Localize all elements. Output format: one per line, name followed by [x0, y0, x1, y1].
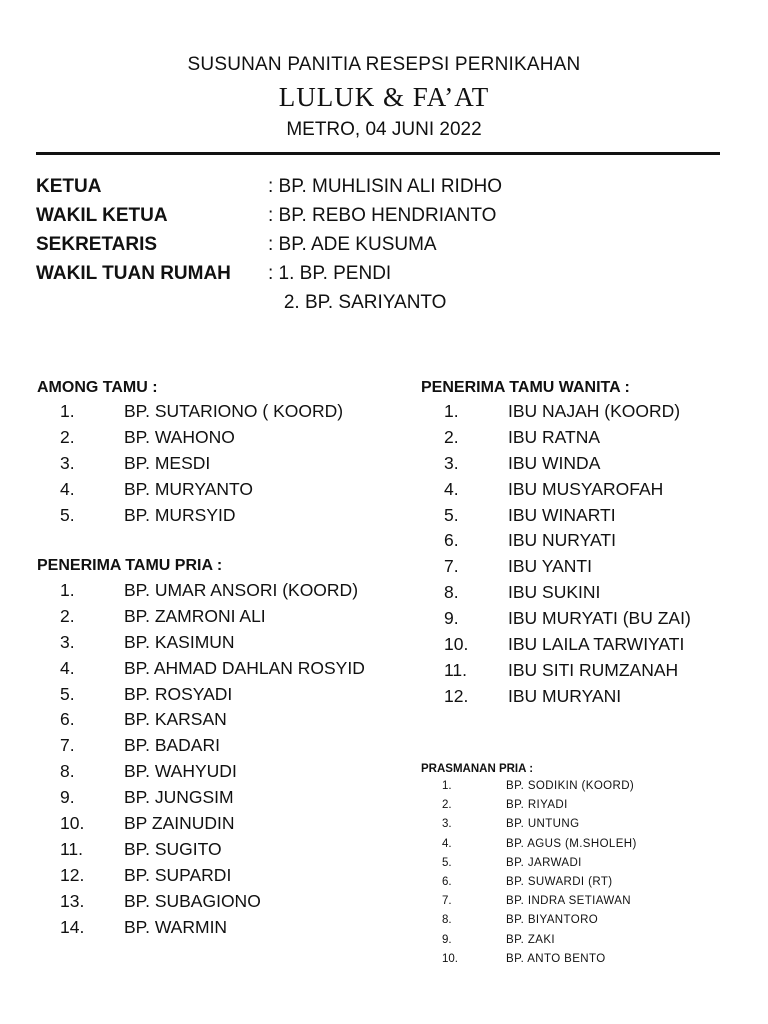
item-name: BP. SUPARDI — [124, 864, 232, 885]
among-tamu-title: AMONG TAMU : — [37, 379, 158, 396]
item-number: 12. — [60, 864, 85, 885]
header-divider — [36, 152, 720, 155]
item-number: 8. — [444, 582, 459, 603]
document-heading: SUSUNAN PANITIA RESEPSI PERNIKAHAN — [187, 54, 581, 75]
item-number: 2. — [442, 799, 452, 812]
item-name: BP. BIYANTORO — [506, 914, 599, 927]
item-number: 3. — [442, 818, 452, 831]
item-name: BP. SUGITO — [124, 838, 222, 859]
item-number: 7. — [444, 556, 459, 577]
item-name: BP. ANTO BENTO — [506, 952, 606, 965]
item-name: BP. ZAKI — [506, 933, 556, 946]
item-name: BP. WAHYUDI — [124, 761, 237, 782]
officer-role: SEKRETARIS — [36, 234, 158, 255]
item-number: 13. — [60, 890, 85, 911]
item-name: BP. ZAMRONI ALI — [124, 605, 266, 626]
item-number: 7. — [442, 895, 452, 908]
item-number: 4. — [442, 837, 452, 850]
item-number: 9. — [60, 787, 75, 808]
item-number: 10. — [444, 634, 469, 655]
item-number: 7. — [60, 735, 75, 756]
item-number: 1. — [60, 580, 75, 600]
item-number: 5. — [60, 683, 75, 704]
item-number: 2. — [444, 426, 459, 447]
officer-row — [36, 205, 736, 234]
item-number: 12. — [444, 685, 469, 706]
officers-list — [36, 176, 736, 321]
officer-role: WAKIL TUAN RUMAH — [36, 263, 231, 284]
officer-row — [36, 292, 736, 321]
item-number: 8. — [442, 914, 452, 927]
officer-role: WAKIL KETUA — [36, 205, 168, 226]
item-number: 5. — [444, 504, 459, 525]
item-name: BP. MURSYID — [124, 504, 236, 525]
item-name: IBU SITI RUMZANAH — [508, 659, 679, 680]
item-number: 9. — [444, 608, 459, 629]
item-number: 14. — [60, 916, 85, 937]
item-name: BP. KASIMUN — [124, 631, 235, 652]
item-number: 1. — [442, 780, 452, 792]
officer-role: KETUA — [36, 176, 102, 197]
item-number: 9. — [442, 933, 452, 946]
item-name: IBU NURYATI — [508, 530, 616, 551]
officer-row — [36, 234, 736, 263]
item-number: 3. — [60, 452, 75, 473]
item-name: IBU WINARTI — [508, 504, 616, 525]
item-name: BP. MESDI — [124, 452, 211, 473]
item-name: BP. SUTARIONO ( KOORD) — [124, 401, 344, 421]
item-name: BP ZAINUDIN — [124, 813, 235, 834]
item-name: BP. SODIKIN (KOORD) — [506, 780, 635, 792]
officer-row — [36, 263, 736, 292]
item-name: BP. UNTUNG — [506, 818, 580, 831]
item-number: 4. — [444, 478, 459, 499]
item-name: BP. BADARI — [124, 735, 220, 756]
item-name: BP. MURYANTO — [124, 478, 254, 499]
item-name: BP. KARSAN — [124, 709, 227, 730]
item-name: IBU NAJAH (KOORD) — [508, 401, 681, 421]
item-name: BP. SUBAGIONO — [124, 890, 261, 911]
item-name: BP. ROSYADI — [124, 683, 233, 704]
item-number: 11. — [60, 838, 84, 859]
item-number: 8. — [60, 761, 75, 782]
officer-name: : 1. BP. PENDI — [268, 263, 392, 284]
item-number: 10. — [442, 952, 458, 965]
item-name: BP. WARMIN — [124, 916, 228, 937]
item-number: 3. — [444, 452, 459, 473]
item-number: 6. — [442, 875, 452, 888]
penerima-pria-title: PENERIMA TAMU PRIA : — [37, 557, 223, 574]
item-name: BP. INDRA SETIAWAN — [506, 895, 631, 908]
item-number: 4. — [60, 478, 75, 499]
officer-name: 2. BP. SARIYANTO — [268, 292, 447, 313]
item-name: BP. JUNGSIM — [124, 787, 234, 808]
item-name: BP. UMAR ANSORI (KOORD) — [124, 580, 359, 600]
item-name: BP. AGUS (M.SHOLEH) — [506, 837, 637, 850]
item-number: 5. — [442, 856, 452, 869]
item-name: BP. SUWARDI (RT) — [506, 875, 613, 888]
item-number: 11. — [444, 659, 468, 680]
item-number: 2. — [60, 426, 75, 447]
item-number: 3. — [60, 631, 75, 652]
item-name: IBU YANTI — [508, 556, 592, 577]
item-name: BP. AHMAD DAHLAN ROSYID — [124, 657, 365, 678]
officer-row — [36, 176, 736, 205]
item-name: IBU WINDA — [508, 452, 601, 473]
officer-name: : BP. MUHLISIN ALI RIDHO — [268, 176, 503, 197]
item-number: 6. — [60, 709, 75, 730]
officer-name: : BP. REBO HENDRIANTO — [268, 205, 497, 226]
item-name: BP. RIYADI — [506, 799, 568, 812]
item-number: 1. — [60, 401, 75, 421]
item-number: 2. — [60, 605, 75, 626]
prasmanan-pria-title: PRASMANAN PRIA : — [421, 763, 534, 775]
item-name: BP. WAHONO — [124, 426, 235, 447]
couple-names: LULUK & FA’AT — [278, 82, 490, 112]
officer-name: : BP. ADE KUSUMA — [268, 234, 437, 255]
item-number: 4. — [60, 657, 75, 678]
place-date: METRO, 04 JUNI 2022 — [286, 119, 482, 140]
penerima-wanita-title: PENERIMA TAMU WANITA : — [421, 379, 630, 396]
item-number: 10. — [60, 813, 85, 834]
item-name: IBU LAILA TARWIYATI — [508, 634, 685, 655]
item-name: IBU MURYANI — [508, 685, 622, 706]
item-number: 6. — [444, 530, 459, 551]
item-number: 5. — [60, 504, 75, 525]
item-name: BP. JARWADI — [506, 856, 582, 869]
item-number: 1. — [444, 401, 459, 421]
item-name: IBU RATNA — [508, 426, 601, 447]
item-name: IBU SUKINI — [508, 582, 601, 603]
item-name: IBU MURYATI (BU ZAI) — [508, 608, 691, 629]
item-name: IBU MUSYAROFAH — [508, 478, 664, 499]
